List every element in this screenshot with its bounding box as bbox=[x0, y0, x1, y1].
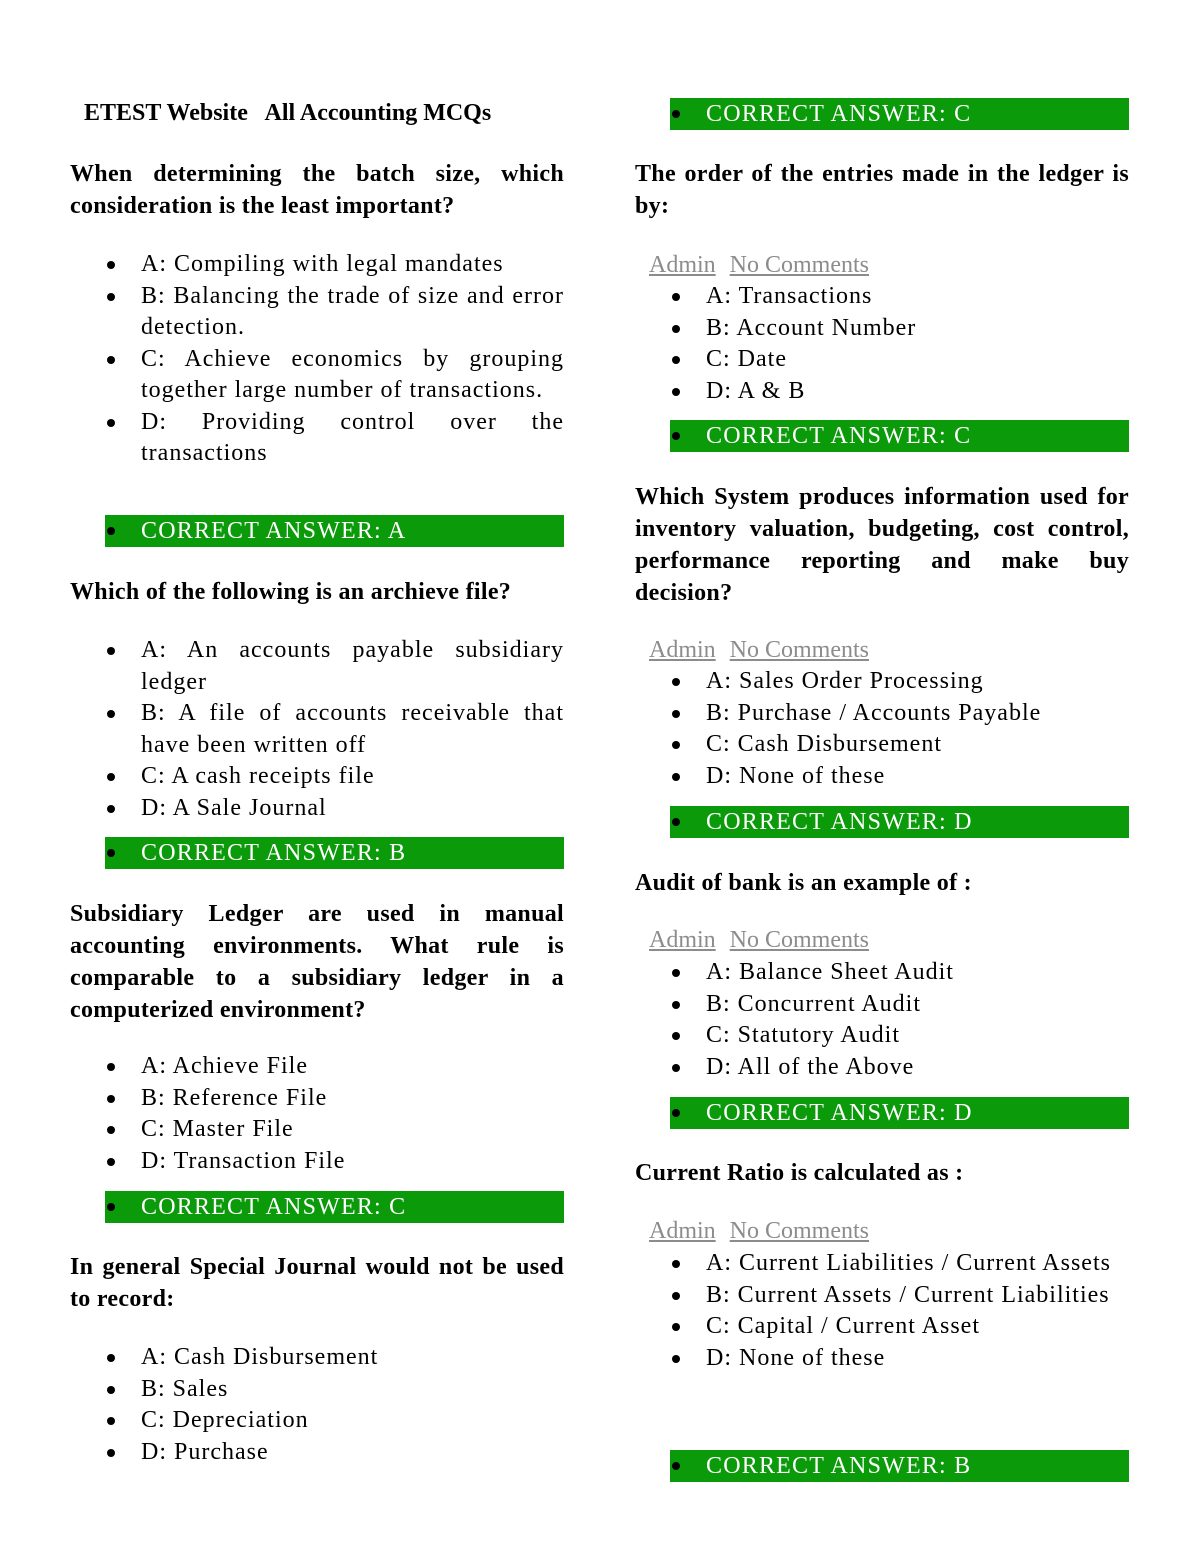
options-list bbox=[70, 1051, 564, 1177]
options-list bbox=[635, 1248, 1129, 1374]
post-meta bbox=[649, 1216, 883, 1246]
options-list bbox=[635, 281, 1129, 407]
correct-answer-text: CORRECT ANSWER: D bbox=[706, 1100, 973, 1126]
option-item: D: Providing control over the transactions bbox=[70, 407, 564, 470]
correct-answer-bar bbox=[670, 420, 1129, 452]
correct-answer-bar bbox=[105, 837, 564, 869]
option-item: C: Capital / Current Asset bbox=[635, 1311, 1129, 1343]
comments-link[interactable]: No Comments bbox=[729, 1218, 870, 1244]
option-item: D: A & B bbox=[635, 376, 1129, 408]
options-list bbox=[70, 249, 564, 470]
options-list bbox=[70, 1342, 564, 1468]
correct-answer-text: CORRECT ANSWER: A bbox=[141, 518, 407, 544]
author-link[interactable]: Admin bbox=[649, 1218, 716, 1244]
correct-answer-text: CORRECT ANSWER: B bbox=[141, 840, 407, 866]
post-meta bbox=[649, 925, 883, 955]
correct-answer-text: CORRECT ANSWER: B bbox=[706, 1453, 972, 1479]
correct-answer-bar bbox=[670, 1450, 1129, 1482]
correct-answer-bar bbox=[105, 1191, 564, 1223]
correct-answer-bar bbox=[105, 515, 564, 547]
correct-answer-text: CORRECT ANSWER: C bbox=[141, 1194, 407, 1220]
correct-answer-bar bbox=[670, 98, 1129, 130]
option-item: A: Compiling with legal mandates bbox=[70, 249, 564, 281]
option-item: A: Transactions bbox=[635, 281, 1129, 313]
option-item: C: Statutory Audit bbox=[635, 1020, 1129, 1052]
correct-answer-bar bbox=[670, 806, 1129, 838]
option-item: A: Current Liabilities / Current Assets bbox=[635, 1248, 1129, 1280]
option-item: A: Cash Disbursement bbox=[70, 1342, 564, 1374]
post-meta bbox=[649, 635, 883, 665]
question-text: Subsidiary Ledger are used in manual accounting environments. What rule is comparable to a subsidiary ledger in a computerized environment? bbox=[70, 901, 564, 1023]
option-item: C: Master File bbox=[70, 1114, 564, 1146]
option-item: A: Sales Order Processing bbox=[635, 666, 1129, 698]
post-meta bbox=[649, 250, 883, 280]
question-text: The order of the entries made in the ledger is by: bbox=[635, 161, 1129, 219]
options-list bbox=[635, 666, 1129, 792]
option-item: C: Achieve economics by grouping together large number of transactions. bbox=[70, 344, 564, 407]
question-text: Audit of bank is an example of : bbox=[635, 870, 972, 896]
author-link[interactable]: Admin bbox=[649, 637, 716, 663]
option-item: A: Achieve File bbox=[70, 1051, 564, 1083]
option-item: C: A cash receipts file bbox=[70, 761, 564, 793]
page-title: ETEST Website All Accounting MCQs bbox=[84, 100, 492, 126]
option-item: C: Cash Disbursement bbox=[635, 729, 1129, 761]
question-text: When determining the batch size, which consideration is the least important? bbox=[70, 161, 564, 219]
comments-link[interactable]: No Comments bbox=[729, 252, 870, 278]
option-item: D: All of the Above bbox=[635, 1052, 1129, 1084]
question-text: Which System produces information used for inventory valuation, budgeting, cost control, performance reporting and make buy decision? bbox=[635, 484, 1129, 606]
option-item: B: Current Assets / Current Liabilities bbox=[635, 1280, 1129, 1312]
option-item: A: Balance Sheet Audit bbox=[635, 957, 1129, 989]
option-item: D: A Sale Journal bbox=[70, 793, 564, 825]
option-item: D: Purchase bbox=[70, 1437, 564, 1469]
option-item: B: A file of accounts receivable that have been written off bbox=[70, 698, 564, 761]
option-item: B: Balancing the trade of size and error detection. bbox=[70, 281, 564, 344]
option-item: C: Depreciation bbox=[70, 1405, 564, 1437]
question-text: Current Ratio is calculated as : bbox=[635, 1160, 964, 1186]
option-item: C: Date bbox=[635, 344, 1129, 376]
author-link[interactable]: Admin bbox=[649, 927, 716, 953]
option-item: B: Account Number bbox=[635, 313, 1129, 345]
question-text: Which of the following is an archieve file? bbox=[70, 579, 512, 605]
comments-link[interactable]: No Comments bbox=[729, 927, 870, 953]
author-link[interactable]: Admin bbox=[649, 252, 716, 278]
option-item: B: Concurrent Audit bbox=[635, 989, 1129, 1021]
comments-link[interactable]: No Comments bbox=[729, 637, 870, 663]
option-item: A: An accounts payable subsidiary ledger bbox=[70, 635, 564, 698]
option-item: B: Sales bbox=[70, 1374, 564, 1406]
option-item: D: None of these bbox=[635, 1343, 1129, 1375]
correct-answer-text: CORRECT ANSWER: C bbox=[706, 423, 972, 449]
option-item: D: Transaction File bbox=[70, 1146, 564, 1178]
option-item: B: Reference File bbox=[70, 1083, 564, 1115]
options-list bbox=[635, 957, 1129, 1083]
question-text: In general Special Journal would not be used to record: bbox=[70, 1254, 564, 1312]
correct-answer-bar bbox=[670, 1097, 1129, 1129]
option-item: D: None of these bbox=[635, 761, 1129, 793]
correct-answer-text: CORRECT ANSWER: D bbox=[706, 809, 973, 835]
options-list bbox=[70, 635, 564, 824]
option-item: B: Purchase / Accounts Payable bbox=[635, 698, 1129, 730]
correct-answer-text: CORRECT ANSWER: C bbox=[706, 101, 972, 127]
